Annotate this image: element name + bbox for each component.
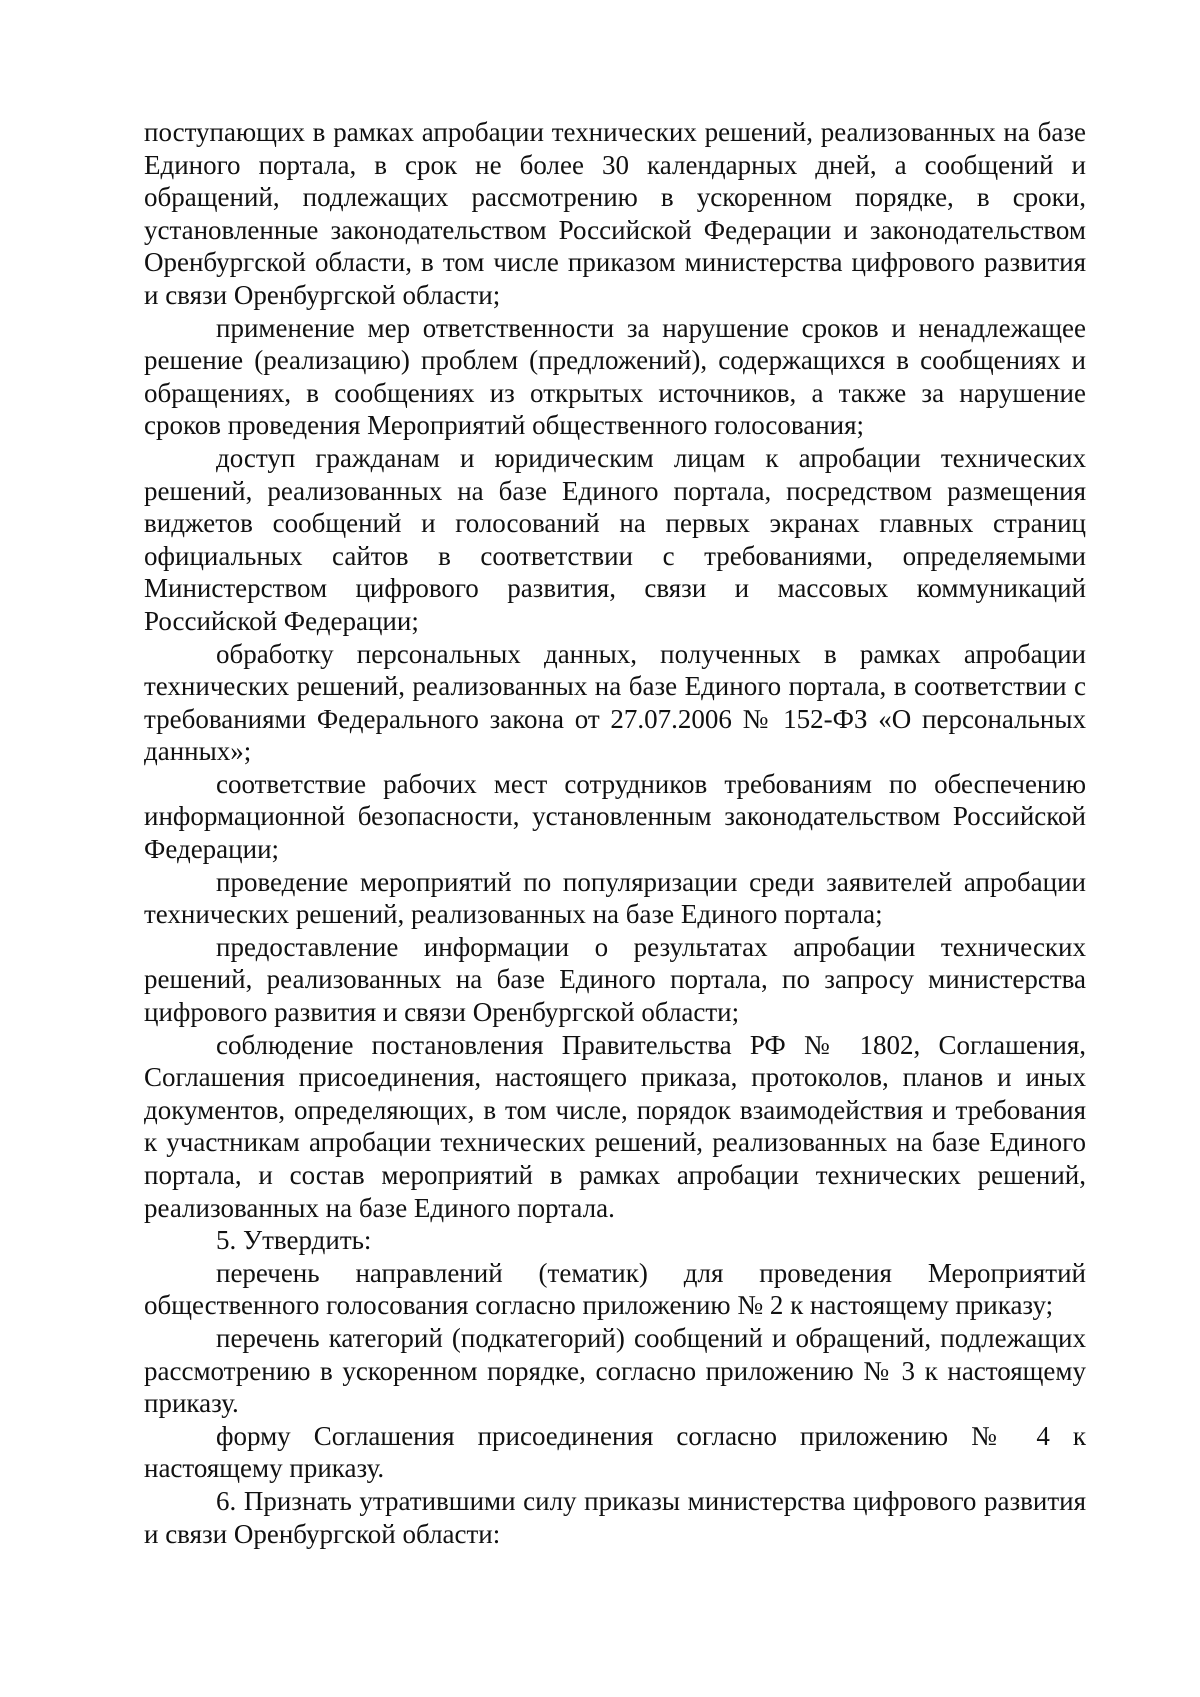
paragraph-topics-list: перечень направлений (тематик) для проведения Мероприятий общественного голосования согласно приложению № 2 к настоящему приказу; xyxy=(144,1257,1086,1321)
paragraph-access-widgets: доступ гражданам и юридическим лицам к апробации технических решений, реализованных на базе Единого портала, посредством размещения виджетов сообщений и голосований на первых экранах главных страниц официальных сайтов в соответствии с требованиями, определяемыми Министерством цифрового развития, связи и массовых коммуникаций Российской Федерации; xyxy=(144,442,1086,636)
paragraph-agreement-form: форму Соглашения присоединения согласно приложению № 4 к настоящему приказу. xyxy=(144,1420,1086,1484)
document-body xyxy=(144,116,1086,1550)
paragraph-personal-data: обработку персональных данных, полученных в рамках апробации технических решений, реализованных на базе Единого портала, в соответствии с требованиями Федерального закона от 27.07.2006 № 152-ФЗ «О персональных данных»; xyxy=(144,638,1086,767)
paragraph-responsibility: применение мер ответственности за нарушение сроков и ненадлежащее решение (реализацию) проблем (предложений), содержащихся в сообщениях и обращениях, в сообщениях из открытых источников, а также за нарушение сроков проведения Мероприятий общественного голосования; xyxy=(144,312,1086,441)
paragraph-compliance: соблюдение постановления Правительства РФ № 1802, Соглашения, Соглашения присоединения, настоящего приказа, протоколов, планов и иных документов, определяющих, в том числе, порядок взаимодействия и требования к участникам апробации технических решений, реализованных на базе Единого портала, и состав мероприятий в рамках апробации технических решений, реализованных на базе Единого портала. xyxy=(144,1029,1086,1223)
paragraph-categories-list: перечень категорий (подкатегорий) сообщений и обращений, подлежащих рассмотрению в ускоренном порядке, согласно приложению № 3 к настоящему приказу. xyxy=(144,1322,1086,1419)
paragraph-popularization: проведение мероприятий по популяризации среди заявителей апробации технических решений, реализованных на базе Единого портала; xyxy=(144,866,1086,930)
paragraph-workplace-security: соответствие рабочих мест сотрудников требованиям по обеспечению информационной безопасности, установленным законодательством Российской Федерации; xyxy=(144,768,1086,865)
paragraph-item-6: 6. Признать утратившими силу приказы министерства цифрового развития и связи Оренбургской области: xyxy=(144,1485,1086,1549)
paragraph-item-5: 5. Утвердить: xyxy=(216,1225,372,1256)
paragraph-results-info: предоставление информации о результатах апробации технических решений, реализованных на базе Единого портала, по запросу министерства цифрового развития и связи Оренбургской области; xyxy=(144,931,1086,1028)
paragraph-deadlines: поступающих в рамках апробации технических решений, реализованных на базе Единого портала, в срок не более 30 календарных дней, а сообщений и обращений, подлежащих рассмотрению в ускоренном порядке, в сроки, установленные законодательством Российской Федерации и законодательством Оренбургской области, в том числе приказом министерства цифрового развития и связи Оренбургской области; xyxy=(144,117,1086,310)
